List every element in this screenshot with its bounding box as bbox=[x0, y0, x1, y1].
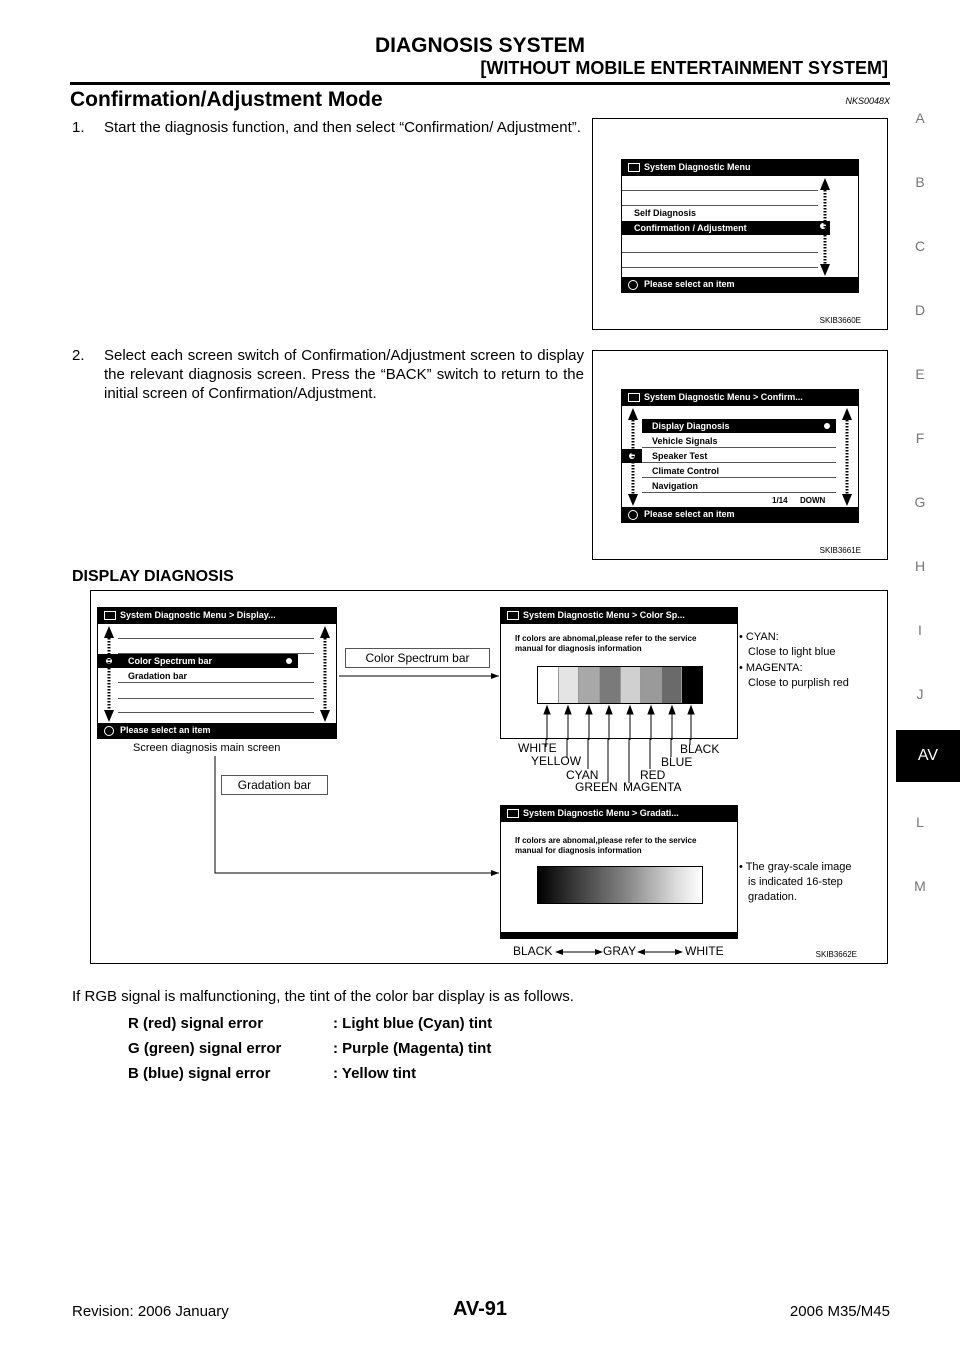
swatch-yellow bbox=[559, 667, 580, 703]
side-index-b[interactable]: B bbox=[915, 174, 925, 190]
section-code: NKS0048X bbox=[845, 96, 890, 106]
step-1 bbox=[72, 118, 584, 137]
footer-revision: Revision: 2006 January bbox=[72, 1303, 229, 1320]
gray-note-line-3: gradation. bbox=[748, 891, 797, 903]
screen-title-bar bbox=[501, 806, 737, 822]
dial-icon bbox=[628, 510, 638, 520]
rgb-intro: If RGB signal is malfunctioning, the tint of the color bar display is as follows. bbox=[72, 988, 574, 1005]
screen-footer-text: Please select an item bbox=[644, 279, 735, 289]
screen-gradation bbox=[500, 805, 738, 939]
swatch-cyan bbox=[579, 667, 600, 703]
color-spectrum-bar bbox=[537, 666, 703, 704]
service-note-line-2: manual for diagnosis information bbox=[515, 644, 642, 653]
label-white: WHITE bbox=[518, 741, 557, 755]
step-2 bbox=[72, 346, 584, 403]
figure-display-diagnosis bbox=[90, 590, 888, 964]
screen-title: System Diagnostic Menu > Gradati... bbox=[523, 808, 679, 818]
menu-item-color-spectrum-bar[interactable]: Color Spectrum bar bbox=[98, 654, 298, 668]
screen-title: System Diagnostic Menu > Color Sp... bbox=[523, 610, 685, 620]
label-red: RED bbox=[640, 768, 666, 782]
screen-title-bar bbox=[622, 160, 858, 176]
screen-title-bar bbox=[501, 608, 737, 624]
menu-icon bbox=[507, 611, 519, 620]
rgb-error-signal-b: B (blue) signal error bbox=[128, 1065, 271, 1082]
menu-item-navigation[interactable]: Navigation bbox=[642, 479, 836, 493]
step-number: 2. bbox=[72, 347, 85, 364]
rgb-error-tint-g: : Purple (Magenta) tint bbox=[333, 1040, 492, 1057]
side-index-f[interactable]: F bbox=[915, 430, 925, 446]
rgb-error-tint-r: : Light blue (Cyan) tint bbox=[333, 1015, 493, 1032]
swatch-green bbox=[600, 667, 621, 703]
main-screen-caption: Screen diagnosis main screen bbox=[133, 742, 281, 754]
side-index-e[interactable]: E bbox=[915, 366, 925, 382]
scrollbar-icon[interactable] bbox=[818, 176, 832, 278]
gradation-bar bbox=[537, 866, 703, 904]
rgb-error-tint-b: : Yellow tint bbox=[333, 1065, 417, 1082]
menu-item-climate-control[interactable]: Climate Control bbox=[642, 464, 836, 478]
side-index-m[interactable]: M bbox=[914, 878, 926, 894]
figure-code: SKIB3662E bbox=[815, 950, 857, 959]
arrow-gray-white-icon bbox=[637, 947, 683, 957]
side-index-d[interactable]: D bbox=[914, 302, 926, 318]
menu-icon bbox=[628, 393, 640, 402]
figure-code: SKIB3661E bbox=[819, 546, 861, 555]
menu-item-gradation-bar[interactable]: Gradation bar bbox=[118, 669, 314, 683]
side-index-av-tab[interactable]: AV bbox=[896, 730, 960, 782]
step-text: Select each screen switch of Confirmation/Adjustment screen to display the relevant diagnosis screen. Press the “BACK” switch to return to the initial screen of Confirmation/Adjustment. bbox=[104, 347, 584, 402]
swatch-red bbox=[641, 667, 662, 703]
figure-confirm-menu bbox=[592, 350, 888, 560]
display-diagnosis-heading: DISPLAY DIAGNOSIS bbox=[72, 568, 234, 585]
screen-title: System Diagnostic Menu bbox=[644, 162, 751, 172]
label-magenta: MAGENTA bbox=[623, 780, 682, 794]
screen-system-diagnostic-menu bbox=[621, 159, 859, 293]
color-spectrum-bar-label: Color Spectrum bar bbox=[345, 648, 490, 668]
gray-note-line-1: • The gray-scale image bbox=[739, 861, 852, 873]
screen-color-spectrum bbox=[500, 607, 738, 739]
screen-title: System Diagnostic Menu > Display... bbox=[120, 610, 276, 620]
rgb-error-signal-g: G (green) signal error bbox=[128, 1040, 282, 1057]
dial-icon bbox=[628, 280, 638, 290]
screen-title: System Diagnostic Menu > Confirm... bbox=[644, 392, 803, 402]
page-header-title: DIAGNOSIS SYSTEM bbox=[374, 34, 586, 57]
page-header-subtitle: [WITHOUT MOBILE ENTERTAINMENT SYSTEM] bbox=[480, 58, 888, 78]
side-index-h[interactable]: H bbox=[914, 558, 926, 574]
screen-footer-text: Please select an item bbox=[120, 725, 211, 735]
gray-note-line-2: is indicated 16-step bbox=[748, 876, 843, 888]
screen-footer bbox=[622, 277, 858, 292]
side-index-c[interactable]: C bbox=[914, 238, 926, 254]
side-index-l[interactable]: L bbox=[916, 814, 924, 830]
page-indicator: 1/14 bbox=[772, 496, 788, 505]
screen-bottom-bar bbox=[501, 932, 737, 938]
figure-system-diagnostic-menu bbox=[592, 118, 888, 330]
label-green: GREEN bbox=[575, 780, 618, 794]
header-rule bbox=[70, 82, 890, 85]
menu-icon bbox=[507, 809, 519, 818]
service-note-line-2: manual for diagnosis information bbox=[515, 846, 642, 855]
menu-item-confirmation-adjustment[interactable]: Confirmation / Adjustment bbox=[622, 221, 830, 235]
menu-item-self-diagnosis[interactable]: Self Diagnosis bbox=[634, 208, 697, 218]
label-cyan: CYAN bbox=[566, 768, 599, 782]
step-number: 1. bbox=[72, 119, 85, 136]
service-note-line-1: If colors are abnomal,please refer to the service bbox=[515, 634, 697, 643]
arrow-black-gray-icon bbox=[555, 947, 603, 957]
section-title: Confirmation/Adjustment Mode bbox=[70, 88, 383, 111]
screen-confirm-menu bbox=[621, 389, 859, 523]
gradation-black-label: BLACK bbox=[513, 944, 553, 958]
side-index-j[interactable]: J bbox=[916, 686, 924, 702]
figure-code: SKIB3660E bbox=[819, 316, 861, 325]
menu-item-vehicle-signals[interactable]: Vehicle Signals bbox=[642, 434, 836, 448]
left-scrollbar-icon[interactable] bbox=[626, 406, 640, 508]
menu-item-speaker-test[interactable]: Speaker Test bbox=[642, 449, 836, 463]
swatch-black bbox=[682, 667, 702, 703]
footer-page-number: AV-91 bbox=[452, 1298, 508, 1320]
side-index-g[interactable]: G bbox=[914, 494, 926, 510]
label-black: BLACK bbox=[680, 742, 720, 756]
menu-icon bbox=[628, 163, 640, 172]
swatch-blue bbox=[662, 667, 683, 703]
side-index-i[interactable]: I bbox=[918, 622, 922, 638]
side-index-a[interactable]: A bbox=[915, 110, 925, 126]
label-yellow: YELLOW bbox=[531, 754, 582, 768]
screen-footer bbox=[622, 507, 858, 522]
cyan-note-desc: Close to light blue bbox=[748, 646, 836, 658]
footer-model: 2006 M35/M45 bbox=[789, 1303, 890, 1320]
cyan-note: • CYAN: bbox=[739, 631, 779, 643]
magenta-note-desc: Close to purplish red bbox=[748, 677, 849, 689]
right-scrollbar-icon[interactable] bbox=[840, 406, 854, 508]
screen-title-bar bbox=[622, 390, 858, 406]
service-note-line-1: If colors are abnomal,please refer to the service bbox=[515, 836, 697, 845]
rgb-error-signal-r: R (red) signal error bbox=[128, 1015, 264, 1032]
color-pointer-arrows bbox=[501, 704, 739, 740]
gradation-gray-label: GRAY bbox=[603, 944, 637, 958]
label-blue: BLUE bbox=[661, 755, 693, 769]
swatch-white bbox=[538, 667, 559, 703]
selection-dot-icon bbox=[824, 423, 830, 429]
gradation-bar-label: Gradation bar bbox=[221, 775, 328, 795]
screen-footer-text: Please select an item bbox=[644, 509, 735, 519]
gradation-white-label: WHITE bbox=[685, 944, 724, 958]
step-text: Start the diagnosis function, and then select “Confirmation/ Adjustment”. bbox=[104, 119, 581, 136]
swatch-magenta bbox=[621, 667, 642, 703]
magenta-note: • MAGENTA: bbox=[739, 662, 803, 674]
down-button[interactable]: DOWN bbox=[800, 496, 826, 505]
menu-item-display-diagnosis[interactable]: Display Diagnosis bbox=[642, 419, 836, 433]
